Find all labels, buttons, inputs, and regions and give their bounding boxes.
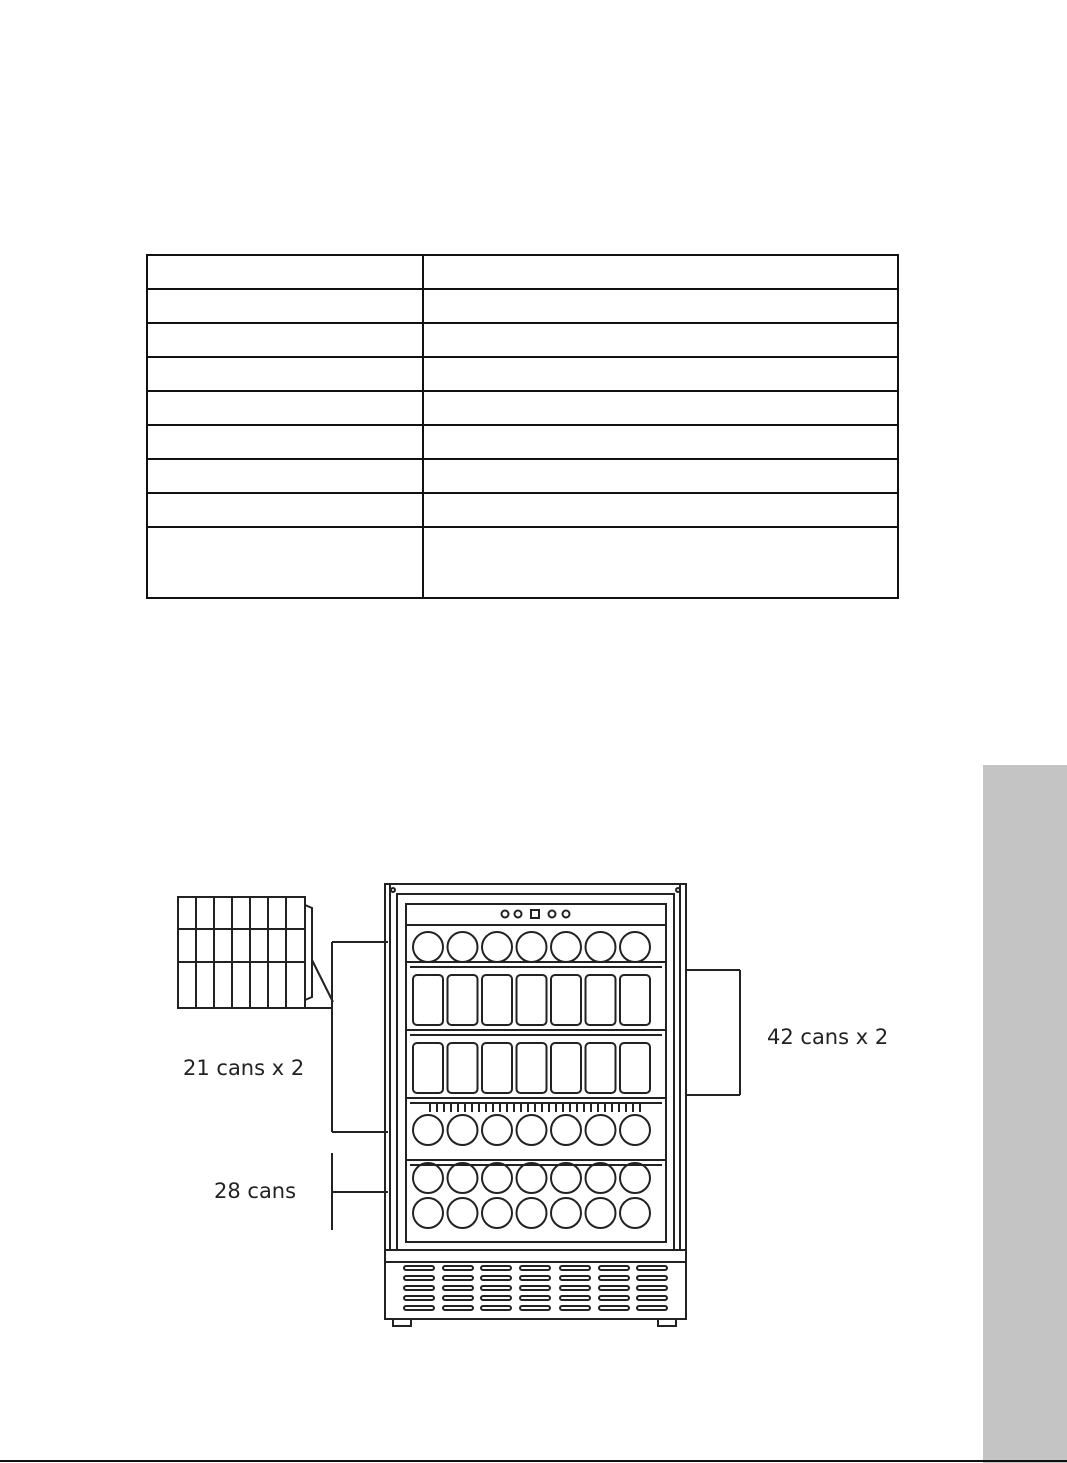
vent-slot (481, 1286, 511, 1290)
can-middle (517, 1115, 547, 1145)
can-standing (620, 1043, 650, 1093)
shelves (406, 962, 666, 1165)
can-middle (482, 1115, 512, 1145)
can-top (482, 932, 512, 962)
vent-slot (404, 1296, 434, 1300)
vent-slot (443, 1266, 473, 1270)
can-bottom (413, 1198, 443, 1228)
can-middle (586, 1115, 616, 1145)
vent-slot (560, 1306, 590, 1310)
label-42-cans: 42 cans x 2 (767, 1025, 889, 1049)
vent-slot (520, 1286, 550, 1290)
vent-slot (443, 1296, 473, 1300)
vent-slot (404, 1306, 434, 1310)
vent-slot (637, 1286, 667, 1290)
vent-slot (599, 1286, 629, 1290)
can-bottom (448, 1163, 478, 1193)
can-top (448, 932, 478, 962)
can-middle (551, 1115, 581, 1145)
vent-slot (404, 1286, 434, 1290)
can-bottom (482, 1198, 512, 1228)
vent-slot (443, 1286, 473, 1290)
can-middle (413, 1115, 443, 1145)
can-top (413, 932, 443, 962)
vent-slot (599, 1306, 629, 1310)
can-bottom (448, 1198, 478, 1228)
vent-slot (599, 1296, 629, 1300)
vent-slot (481, 1266, 511, 1270)
vent-grille (404, 1266, 667, 1310)
can-bottom (620, 1163, 650, 1193)
vent-slot (481, 1276, 511, 1280)
vent-slot (404, 1276, 434, 1280)
vent-slot (481, 1306, 511, 1310)
label-21-cans: 21 cans x 2 (183, 1056, 305, 1080)
vent-slot (520, 1276, 550, 1280)
can-bottom (620, 1198, 650, 1228)
shelf-inset-drawing (178, 897, 333, 1008)
control-panel (406, 910, 666, 925)
can-middle (620, 1115, 650, 1145)
can-top (620, 932, 650, 962)
vent-slot (637, 1276, 667, 1280)
can-bottom (586, 1198, 616, 1228)
can-standing (586, 975, 616, 1025)
can-standing (448, 975, 478, 1025)
vent-slot (637, 1296, 667, 1300)
vent-slot (443, 1306, 473, 1310)
can-middle (448, 1115, 478, 1145)
can-bottom (517, 1198, 547, 1228)
can-standing (517, 1043, 547, 1093)
vent-slot (404, 1266, 434, 1270)
can-standing (551, 975, 581, 1025)
can-standing (517, 975, 547, 1025)
vent-slot (560, 1266, 590, 1270)
vent-slot (599, 1266, 629, 1270)
vent-slot (560, 1276, 590, 1280)
vent-slot (560, 1296, 590, 1300)
can-bottom (413, 1163, 443, 1193)
can-bottom (551, 1163, 581, 1193)
vent-slot (637, 1306, 667, 1310)
can-bottom (551, 1198, 581, 1228)
can-top (586, 932, 616, 962)
vent-slot (637, 1266, 667, 1270)
vent-slot (560, 1286, 590, 1290)
can-bottom (517, 1163, 547, 1193)
can-standing (551, 1043, 581, 1093)
vent-slot (520, 1296, 550, 1300)
can-standing (586, 1043, 616, 1093)
can-standing (482, 1043, 512, 1093)
can-standing (448, 1043, 478, 1093)
cans (413, 932, 650, 1228)
can-standing (413, 1043, 443, 1093)
vent-slot (599, 1276, 629, 1280)
can-standing (413, 975, 443, 1025)
can-bottom (482, 1163, 512, 1193)
vent-slot (520, 1266, 550, 1270)
can-standing (482, 975, 512, 1025)
vent-slot (520, 1306, 550, 1310)
bracket-left-top (332, 942, 388, 1132)
can-bottom (586, 1163, 616, 1193)
can-top (517, 932, 547, 962)
can-standing (620, 975, 650, 1025)
bracket-left-bottom (332, 1153, 388, 1230)
vent-slot (443, 1276, 473, 1280)
bracket-right (686, 970, 740, 1095)
vent-slot (481, 1296, 511, 1300)
can-top (551, 932, 581, 962)
label-28-cans: 28 cans (214, 1179, 297, 1203)
